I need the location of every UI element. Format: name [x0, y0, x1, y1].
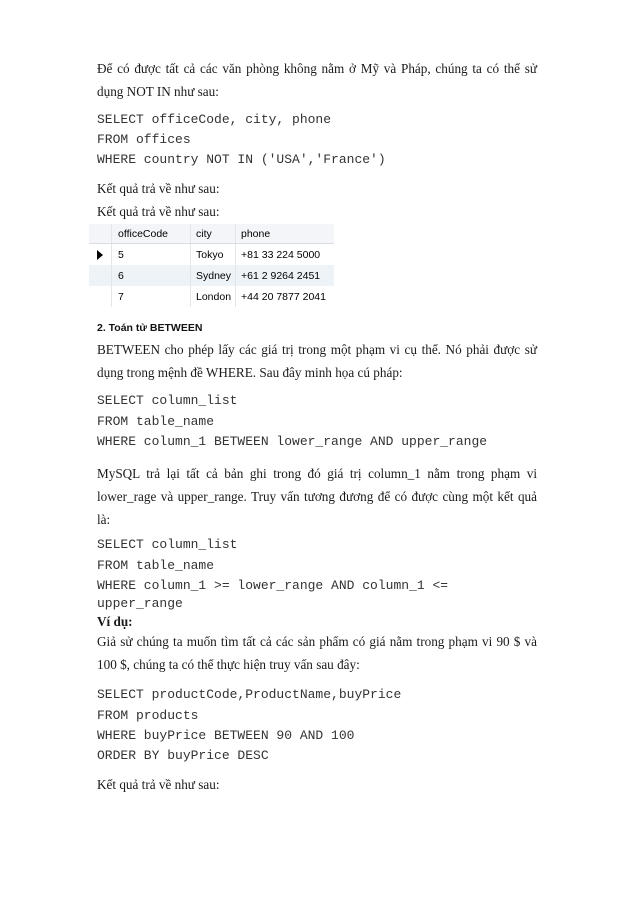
section-heading: 2. Toán tử BETWEEN [97, 322, 203, 334]
result-label: Kết quả trả về như sau: [97, 181, 220, 196]
code-line: upper_range [97, 596, 183, 611]
code-line: WHERE column_1 BETWEEN lower_range AND upper_range [97, 434, 488, 449]
table-cell[interactable]: 7 [113, 286, 191, 307]
code-line: FROM products [97, 708, 199, 723]
table-cell[interactable]: +44 20 7877 2041 [241, 290, 326, 303]
code-line: FROM table_name [97, 558, 215, 573]
table-cell[interactable]: 5 [113, 244, 191, 265]
example-paragraph: Giả sử chúng ta muốn tìm tất cả các sản phẩm có giá nằm trong phạm vi 90 $ và 100 $, chúng ta có thể thực hiện truy vấn sau đây: [97, 634, 537, 672]
current-row-arrow-icon [97, 250, 103, 260]
table-row[interactable] [89, 244, 334, 265]
code-line: SELECT productCode,ProductName,buyPrice [97, 687, 402, 702]
code-line: SELECT column_list [97, 393, 238, 408]
table-cell[interactable]: Tokyo [191, 244, 236, 265]
code-line: WHERE country NOT IN ('USA','France') [97, 152, 386, 167]
between-paragraph: BETWEEN cho phép lấy các giá trị trong một phạm vi cụ thể. Nó phải được sử dụng trong mệnh đề WHERE. Sau đây minh họa cú pháp: [97, 342, 537, 380]
result-grid [89, 224, 334, 308]
row-selector[interactable] [89, 286, 112, 307]
result-grid-header [89, 224, 334, 244]
table-cell[interactable]: +81 33 224 5000 [241, 248, 321, 261]
table-row[interactable] [89, 286, 334, 307]
table-cell[interactable]: London [191, 286, 236, 307]
result-label: Kết quả trả về như sau: [97, 777, 220, 792]
table-cell[interactable]: Sydney [191, 265, 236, 286]
row-selector-header [89, 224, 112, 243]
column-header[interactable]: city [191, 224, 236, 243]
table-cell[interactable]: +61 2 9264 2451 [241, 269, 321, 282]
code-line: ORDER BY buyPrice DESC [97, 748, 269, 763]
table-cell[interactable]: 6 [113, 265, 191, 286]
code-line: FROM table_name [97, 414, 215, 429]
row-selector[interactable] [89, 244, 112, 265]
result-label: Kết quả trả về như sau: [97, 204, 220, 219]
code-line: SELECT officeCode, city, phone [97, 112, 332, 127]
code-line: WHERE buyPrice BETWEEN 90 AND 100 [97, 728, 355, 743]
column-header[interactable]: officeCode [113, 224, 191, 243]
code-line: FROM offices [97, 132, 191, 147]
intro-paragraph: Để có được tất cả các văn phòng không nằm ở Mỹ và Pháp, chúng ta có thể sử dụng NOT IN như sau: [97, 61, 537, 99]
column-header[interactable]: phone [241, 227, 271, 240]
code-line: SELECT column_list [97, 537, 238, 552]
table-row[interactable] [89, 265, 334, 286]
mysql-paragraph: MySQL trả lại tất cả bản ghi trong đó giá trị column_1 nằm trong phạm vi lower_rage và upper_range. Truy vấn tương đương để có được cùng một kết quả là: [97, 466, 537, 527]
code-line: WHERE column_1 >= lower_range AND column_1 <= [97, 578, 449, 593]
example-label: Ví dụ: [97, 614, 133, 629]
row-selector[interactable] [89, 265, 112, 286]
